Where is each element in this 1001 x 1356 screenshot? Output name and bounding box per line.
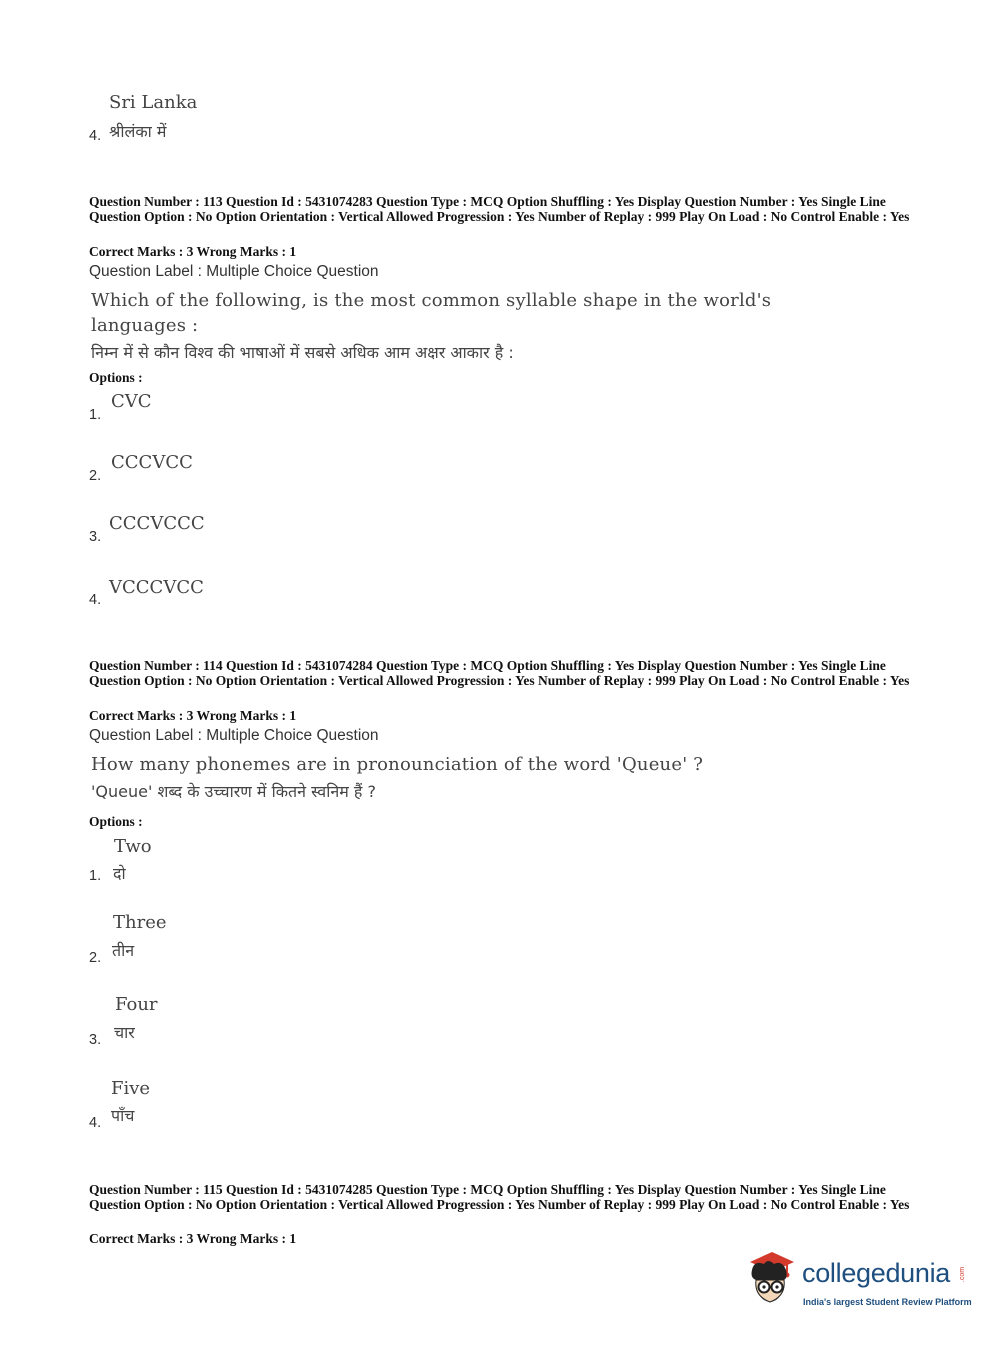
q114-option-3-en: Four — [115, 994, 158, 1015]
q113-option-2-number: 2. — [89, 468, 102, 484]
logo-tagline: India's largest Student Review Platform — [803, 1297, 972, 1307]
q114-text-hi: 'Queue' शब्द के उच्चारण में कितने स्वनिम हैं ? — [91, 782, 376, 801]
q113-options-label: Options : — [89, 370, 143, 385]
q114-meta: Question Number : 114 Question Id : 5431074284 Question Type : MCQ Option Shuffling : Yes Display Question Number : Yes Single Line Question Option : No Option Orientation : Vertical Allowed Progression : Yes Number of Replay : 999 Play On Load : No Control Enable : Yes — [89, 658, 910, 688]
q114-option-4-number: 4. — [89, 1115, 102, 1131]
q113-marks: Correct Marks : 3 Wrong Marks : 1 — [89, 244, 297, 259]
q113-option-3-number: 3. — [89, 529, 102, 545]
q113-text-en-1: Which of the following, is the most common syllable shape in the world's — [91, 290, 772, 311]
q114-options-label: Options : — [89, 814, 143, 829]
q114-label: Question Label : Multiple Choice Question — [89, 727, 379, 744]
q114-option-2-number: 2. — [89, 950, 102, 966]
q114-text-en: How many phonemes are in pronounciation of the word 'Queue' ? — [91, 754, 704, 775]
q114-option-4-hi: पाँच — [111, 1106, 135, 1125]
q114-marks: Correct Marks : 3 Wrong Marks : 1 — [89, 708, 297, 723]
prev-option-4-number: 4. — [89, 128, 102, 144]
q113-option-4-number: 4. — [89, 592, 102, 608]
q114-option-3-hi: चार — [114, 1023, 135, 1042]
q115-meta: Question Number : 115 Question Id : 5431074285 Question Type : MCQ Option Shuffling : Yes Display Question Number : Yes Single Line Question Option : No Option Orientation : Vertical Allowed Progression : Yes Number of Replay : 999 Play On Load : No Control Enable : Yes — [89, 1182, 910, 1212]
logo-wordmark: collegedunia — [802, 1258, 951, 1288]
collegedunia-logo — [742, 1250, 972, 1320]
q114-option-1-en: Two — [114, 836, 152, 857]
q114-option-1-number: 1. — [89, 868, 102, 884]
q114-option-2-en: Three — [113, 912, 167, 933]
q114-option-2-hi: तीन — [112, 941, 135, 960]
q114-option-1-hi: दो — [113, 864, 126, 883]
q113-option-1-text: CVC — [111, 391, 152, 412]
mascot-icon — [742, 1250, 800, 1312]
q113-meta: Question Number : 113 Question Id : 5431074283 Question Type : MCQ Option Shuffling : Yes Display Question Number : Yes Single Line Question Option : No Option Orientation : Vertical Allowed Progression : Yes Number of Replay : 999 Play On Load : No Control Enable : Yes — [89, 194, 910, 224]
q115-marks: Correct Marks : 3 Wrong Marks : 1 — [89, 1231, 297, 1246]
q114-option-4-en: Five — [111, 1078, 151, 1099]
q114-option-3-number: 3. — [89, 1032, 102, 1048]
q113-label: Question Label : Multiple Choice Question — [89, 263, 379, 280]
logo-suffix: .com — [959, 1266, 967, 1283]
q113-option-4-text: VCCCVCC — [109, 577, 204, 598]
q113-option-1-number: 1. — [89, 407, 102, 423]
q113-option-2-text: CCCVCC — [111, 452, 193, 473]
q113-text-hi: निम्न में से कौन विश्व की भाषाओं में सबसे अधिक आम अक्षर आकार है : — [91, 343, 514, 362]
prev-option-4-en: Sri Lanka — [109, 92, 198, 113]
q113-text-en-2: languages : — [91, 315, 199, 336]
prev-option-4-hi: श्रीलंका में — [109, 122, 167, 141]
q113-option-3-text: CCCVCCC — [109, 513, 205, 534]
